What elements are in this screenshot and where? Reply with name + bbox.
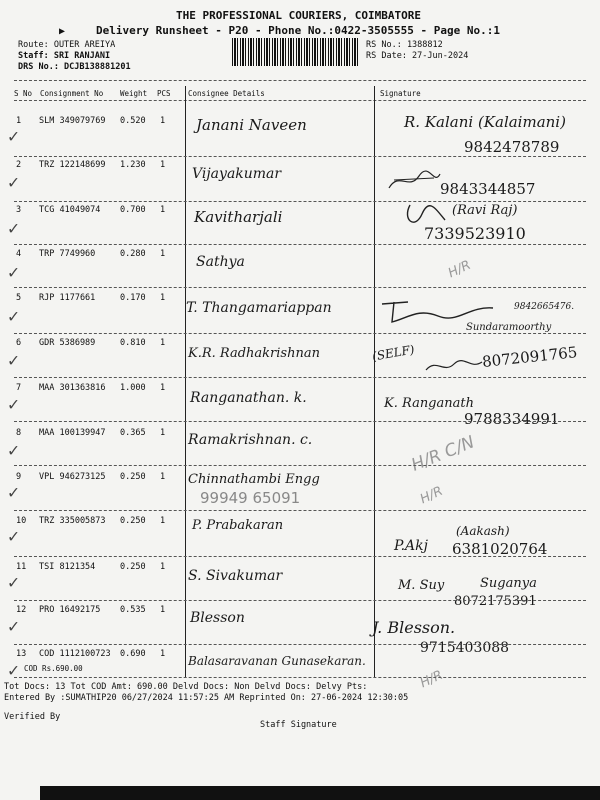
row-8-weight: 0.365 — [120, 428, 146, 438]
row-5-checkmark: ✓ — [8, 306, 19, 327]
row-2-consignee: Vijayakumar — [192, 166, 282, 182]
row-8-consignment: MAA 100139947 — [39, 428, 106, 438]
row-5-consignee: T. Thangamariappan — [186, 300, 332, 316]
row-9-pcs: 1 — [160, 472, 166, 482]
rs-date: RS Date: 27-Jun-2024 — [366, 51, 469, 61]
row-2-phone: 9843344857 — [440, 180, 536, 198]
row-6-signature-scribble — [424, 356, 484, 376]
row-8-sno: 8 — [16, 428, 22, 438]
row-9-sno: 9 — [16, 472, 22, 482]
row-1-checkmark: ✓ — [8, 126, 19, 147]
row-11-pcs: 1 — [160, 562, 166, 572]
row-1-phone: 9842478789 — [464, 138, 560, 156]
row-3-pcs: 1 — [160, 205, 166, 215]
row-2-signature-scribble — [384, 166, 444, 196]
row-13-cod-note: COD Rs.690.00 — [24, 664, 83, 673]
row-4-hr-stamp: H/R — [445, 257, 474, 282]
scan-edge-bar — [40, 786, 600, 800]
row-11-weight: 0.250 — [120, 562, 146, 572]
row-9-consignee: Chinnathambi Engg — [188, 472, 320, 487]
row-13-consignment: COD 1112100723 — [39, 649, 111, 659]
row-7-consignment: MAA 301363816 — [39, 383, 106, 393]
col-header-consignee: Consignee Details — [188, 89, 265, 98]
verified-by-label: Verified By — [4, 712, 61, 722]
row-11-signature-mark: M. Suy — [398, 578, 445, 593]
row-8-checkmark: ✓ — [8, 440, 19, 461]
col-header-signature: Signature — [380, 89, 421, 98]
row-6-phone: 8072091765 — [481, 343, 579, 371]
row-4-sno: 4 — [16, 249, 22, 259]
row-6-sno: 6 — [16, 338, 22, 348]
row-3-sno: 3 — [16, 205, 22, 215]
row-5-pcs: 1 — [160, 293, 166, 303]
row-9-weight: 0.250 — [120, 472, 146, 482]
row-12-weight: 0.535 — [120, 605, 146, 615]
row-12-consignment: PRO 16492175 — [39, 605, 101, 615]
row-7-phone: 9788334991 — [464, 410, 560, 428]
runsheet-title: Delivery Runsheet - P20 - Phone No.:0422-3505555 - Page No.:1 — [96, 24, 500, 37]
row-6-weight: 0.810 — [120, 338, 146, 348]
row-4-checkmark: ✓ — [8, 262, 19, 283]
row-11-signature: Suganya — [480, 576, 537, 591]
row-6-pcs: 1 — [160, 338, 166, 348]
row-5-signature: Sundaramoorthy — [466, 322, 552, 333]
row-3-consignment: TCG 41049074 — [39, 205, 101, 215]
row-10-weight: 0.250 — [120, 516, 146, 526]
row-2-sno: 2 — [16, 160, 22, 170]
row-5-phone: 9842665476. — [514, 302, 575, 312]
route-label: Route: OUTER AREIYA — [18, 40, 116, 50]
row-9-consignment: VPL 946273125 — [39, 472, 106, 482]
row-7-consignee: Ranganathan. k. — [190, 390, 307, 406]
row-7-pcs: 1 — [160, 383, 166, 393]
row-3-phone: 7339523910 — [424, 224, 526, 243]
row-10-pcs: 1 — [160, 516, 166, 526]
row-1-consignee: Janani Naveen — [196, 116, 307, 134]
col-header-sno: S No — [14, 89, 33, 98]
row-8-pcs: 1 — [160, 428, 166, 438]
row-11-consignee: S. Sivakumar — [188, 568, 283, 584]
row-12-sno: 12 — [16, 605, 27, 615]
row-10-consignee: P. Prabakaran — [192, 518, 284, 533]
row-9-checkmark: ✓ — [8, 482, 19, 503]
row-4-consignment: TRP 7749960 — [39, 249, 96, 259]
row-1-signature: R. Kalani (Kalaimani) — [404, 113, 566, 131]
company-name: THE PROFESSIONAL COURIERS, COIMBATORE — [176, 9, 422, 22]
rs-number: RS No.: 1388812 — [366, 40, 443, 50]
row-13-pcs: 1 — [160, 649, 166, 659]
pointer-arrow-icon: ▶ — [59, 26, 66, 37]
row-12-phone: 9715403088 — [420, 640, 510, 656]
row-4-weight: 0.280 — [120, 249, 146, 259]
row-1-sno: 1 — [16, 116, 22, 126]
row-13-hr-stamp: H/R — [417, 667, 446, 692]
row-6-self-note: (SELF) — [371, 342, 416, 364]
row-2-weight: 1.230 — [120, 160, 146, 170]
row-10-sno: 10 — [16, 516, 27, 526]
row-13-sno: 13 — [16, 649, 27, 659]
row-7-sno: 7 — [16, 383, 22, 393]
row-11-sno: 11 — [16, 562, 27, 572]
row-10-checkmark: ✓ — [8, 526, 19, 547]
row-10-phone: 6381020764 — [452, 540, 548, 558]
row-6-checkmark: ✓ — [8, 350, 19, 371]
col-header-consignment: Consignment No — [40, 89, 104, 98]
row-12-pcs: 1 — [160, 605, 166, 615]
row-5-consignment: RJP 1177661 — [39, 293, 96, 303]
row-9-hr-stamp: H/R — [417, 483, 446, 508]
row-13-consignee: Balasaravanan Gunasekaran. — [188, 654, 366, 668]
row-5-weight: 0.170 — [120, 293, 146, 303]
row-3-signature: (Ravi Raj) — [452, 203, 518, 218]
row-5-sno: 5 — [16, 293, 22, 303]
col-header-weight: Weight — [120, 89, 148, 98]
row-1-pcs: 1 — [160, 116, 166, 126]
row-11-phone: 8072175391 — [454, 594, 537, 609]
totals-line: Tot Docs: 13 Tot COD Amt: 690.00 Delvd Docs: Non Delvd Docs: Delvy Pts: — [4, 682, 368, 692]
row-1-consignment: SLM 349079769 — [39, 116, 106, 126]
row-10-consignment: TRZ 335005873 — [39, 516, 106, 526]
entered-by-line: Entered By :SUMATHIP20 06/27/2024 11:57:25 AM Reprinted On: 27-06-2024 12:30:05 — [4, 693, 409, 703]
staff-signature-label: Staff Signature — [260, 720, 337, 730]
row-4-pcs: 1 — [160, 249, 166, 259]
barcode — [232, 38, 358, 66]
row-12-checkmark: ✓ — [8, 616, 19, 637]
col-header-pcs: PCS — [157, 89, 171, 98]
row-2-checkmark: ✓ — [8, 172, 19, 193]
row-6-consignment: GDR 5386989 — [39, 338, 96, 348]
row-13-checkmark: ✓ — [8, 660, 19, 681]
row-1-weight: 0.520 — [120, 116, 146, 126]
row-3-weight: 0.700 — [120, 205, 146, 215]
row-6-consignee: K.R. Radhakrishnan — [188, 346, 320, 361]
row-7-checkmark: ✓ — [8, 394, 19, 415]
row-9-phone: 99949 65091 — [200, 489, 301, 507]
row-2-pcs: 1 — [160, 160, 166, 170]
row-4-consignee: Sathya — [196, 254, 245, 270]
row-3-consignee: Kavitharjali — [194, 208, 283, 226]
row-7-weight: 1.000 — [120, 383, 146, 393]
row-10-signature-mark: P.Akj — [394, 538, 428, 554]
row-13-weight: 0.690 — [120, 649, 146, 659]
row-8-consignee: Ramakrishnan. c. — [188, 432, 313, 448]
row-7-signature: K. Ranganath — [384, 396, 474, 411]
row-2-consignment: TRZ 122148699 — [39, 160, 106, 170]
row-12-signature: J. Blesson. — [372, 618, 456, 637]
row-12-consignee: Blesson — [190, 610, 245, 626]
row-3-checkmark: ✓ — [8, 218, 19, 239]
row-11-checkmark: ✓ — [8, 572, 19, 593]
row-10-signature: (Aakash) — [456, 524, 510, 538]
drs-number: DRS No.: DCJB138881201 — [18, 62, 131, 72]
row-8-hr-cn-stamp: H/R C/N — [408, 432, 478, 476]
row-11-consignment: TSI 8121354 — [39, 562, 96, 572]
staff-label: Staff: SRI RANJANI — [18, 51, 111, 61]
